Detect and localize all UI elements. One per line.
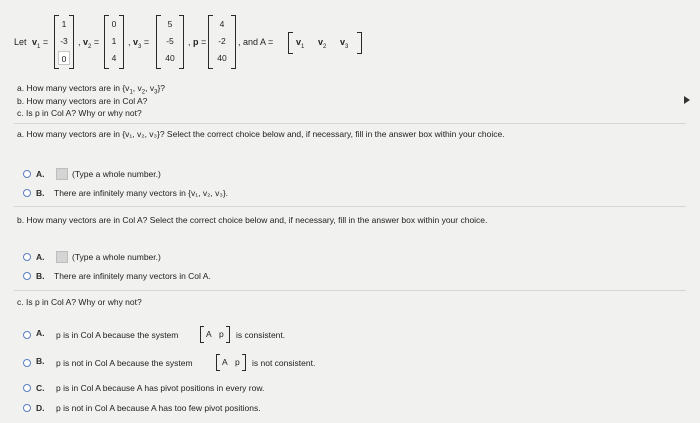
- part-a-option-b-text: There are infinitely many vectors in {v₁, v₂, v₃}.: [54, 188, 229, 198]
- part-b-option-a-radio[interactable]: [23, 253, 31, 261]
- part-c-option-d-letter: D.: [36, 403, 45, 413]
- part-a-option-b-letter: B.: [36, 188, 45, 198]
- v3-entry-3: 40: [165, 53, 175, 63]
- problem-statement: [0, 0, 700, 78]
- v1-entry-1: 1: [61, 19, 67, 29]
- v1-label: $v_1$ =: [32, 37, 49, 50]
- part-b-option-b-radio[interactable]: [23, 272, 31, 280]
- v2-entry-1: 0: [111, 19, 117, 29]
- v3-entry-2: -5: [166, 36, 174, 46]
- part-c-option-c-letter: C.: [36, 383, 45, 393]
- system-entry-a: A: [206, 329, 212, 339]
- vector-v2: [104, 15, 124, 69]
- v2-label: , $v_2$ =: [78, 37, 100, 50]
- part-c-option-b-system: [216, 354, 246, 371]
- part-c-option-c-text: p is in Col A because A has pivot positions in every row.: [56, 383, 265, 393]
- part-b-option-b-text: There are infinitely many vectors in Col A.: [54, 271, 211, 281]
- divider: [14, 290, 686, 291]
- part-c-option-b-letter: B.: [36, 356, 45, 366]
- part-b-option-a-letter: A.: [36, 252, 45, 262]
- question-b: b. How many vectors are in Col A?: [17, 96, 148, 106]
- cursor-arrow-icon: [684, 96, 690, 104]
- divider: [14, 123, 686, 124]
- part-a-option-a-radio[interactable]: [23, 170, 31, 178]
- p-entry-3: 40: [217, 53, 227, 63]
- v3-label: , $v_3$ =: [128, 37, 150, 50]
- system-entry-p: p: [219, 329, 224, 339]
- vector-v1: [54, 15, 74, 69]
- question-a: a. How many vectors are in {$v_1$, $v_2$, $v_3$}?: [17, 83, 166, 96]
- part-c-option-a-letter: A.: [36, 328, 45, 338]
- system-entry-p: p: [235, 357, 240, 367]
- v2-entry-2: 1: [111, 36, 117, 46]
- p-entry-2: -2: [218, 36, 226, 46]
- a-col-1: $v_1$: [296, 37, 305, 50]
- p-entry-1: 4: [219, 19, 225, 29]
- part-c-option-b-post: is not consistent.: [252, 358, 316, 368]
- vector-v3: [156, 15, 184, 69]
- divider: [14, 206, 686, 207]
- part-c-prompt: c. Is p in Col A? Why or why not?: [17, 297, 142, 307]
- part-c-option-a-post: is consistent.: [236, 330, 286, 340]
- part-a-option-a-text: (Type a whole number.): [72, 169, 161, 179]
- part-b-option-b-letter: B.: [36, 271, 45, 281]
- part-c-option-a-radio[interactable]: [23, 331, 31, 339]
- part-c-option-d-text: p is not in Col A because A has too few pivot positions.: [56, 403, 261, 413]
- part-a-answer-box[interactable]: [56, 168, 68, 180]
- and-a-label: , and A =: [238, 37, 274, 47]
- part-a-option-b-radio[interactable]: [23, 189, 31, 197]
- part-c-option-d-radio[interactable]: [23, 404, 31, 412]
- a-col-2: $v_2$: [318, 37, 327, 50]
- part-b-prompt: b. How many vectors are in Col A? Select the correct choice below and, if necessary, fill in the answer box within your choice.: [17, 215, 488, 225]
- a-col-3: $v_3$: [340, 37, 349, 50]
- part-c-option-a-text: p is in Col A because the system: [56, 330, 179, 340]
- p-label: , p =: [188, 37, 207, 47]
- matrix-a: [288, 32, 362, 54]
- v1-entry-3: 0: [58, 51, 70, 65]
- part-c-option-b-text: p is not in Col A because the system: [56, 358, 193, 368]
- v3-entry-1: 5: [167, 19, 173, 29]
- question-c: c. Is p in Col A? Why or why not?: [17, 108, 142, 118]
- system-entry-a: A: [222, 357, 228, 367]
- part-c-option-a-system: [200, 326, 230, 343]
- vector-p: [208, 15, 236, 69]
- part-c-option-c-radio[interactable]: [23, 384, 31, 392]
- part-b-answer-box[interactable]: [56, 251, 68, 263]
- v1-entry-2: -3: [60, 36, 68, 46]
- v2-entry-3: 4: [111, 53, 117, 63]
- part-c-option-b-radio[interactable]: [23, 359, 31, 367]
- let-label: Let: [14, 37, 27, 47]
- part-b-option-a-text: (Type a whole number.): [72, 252, 161, 262]
- part-a-prompt: a. How many vectors are in {v₁, v₂, v₃}? Select the correct choice below and, if necessary, fill in the answer box within your choice.: [17, 129, 505, 139]
- part-a-option-a-letter: A.: [36, 169, 45, 179]
